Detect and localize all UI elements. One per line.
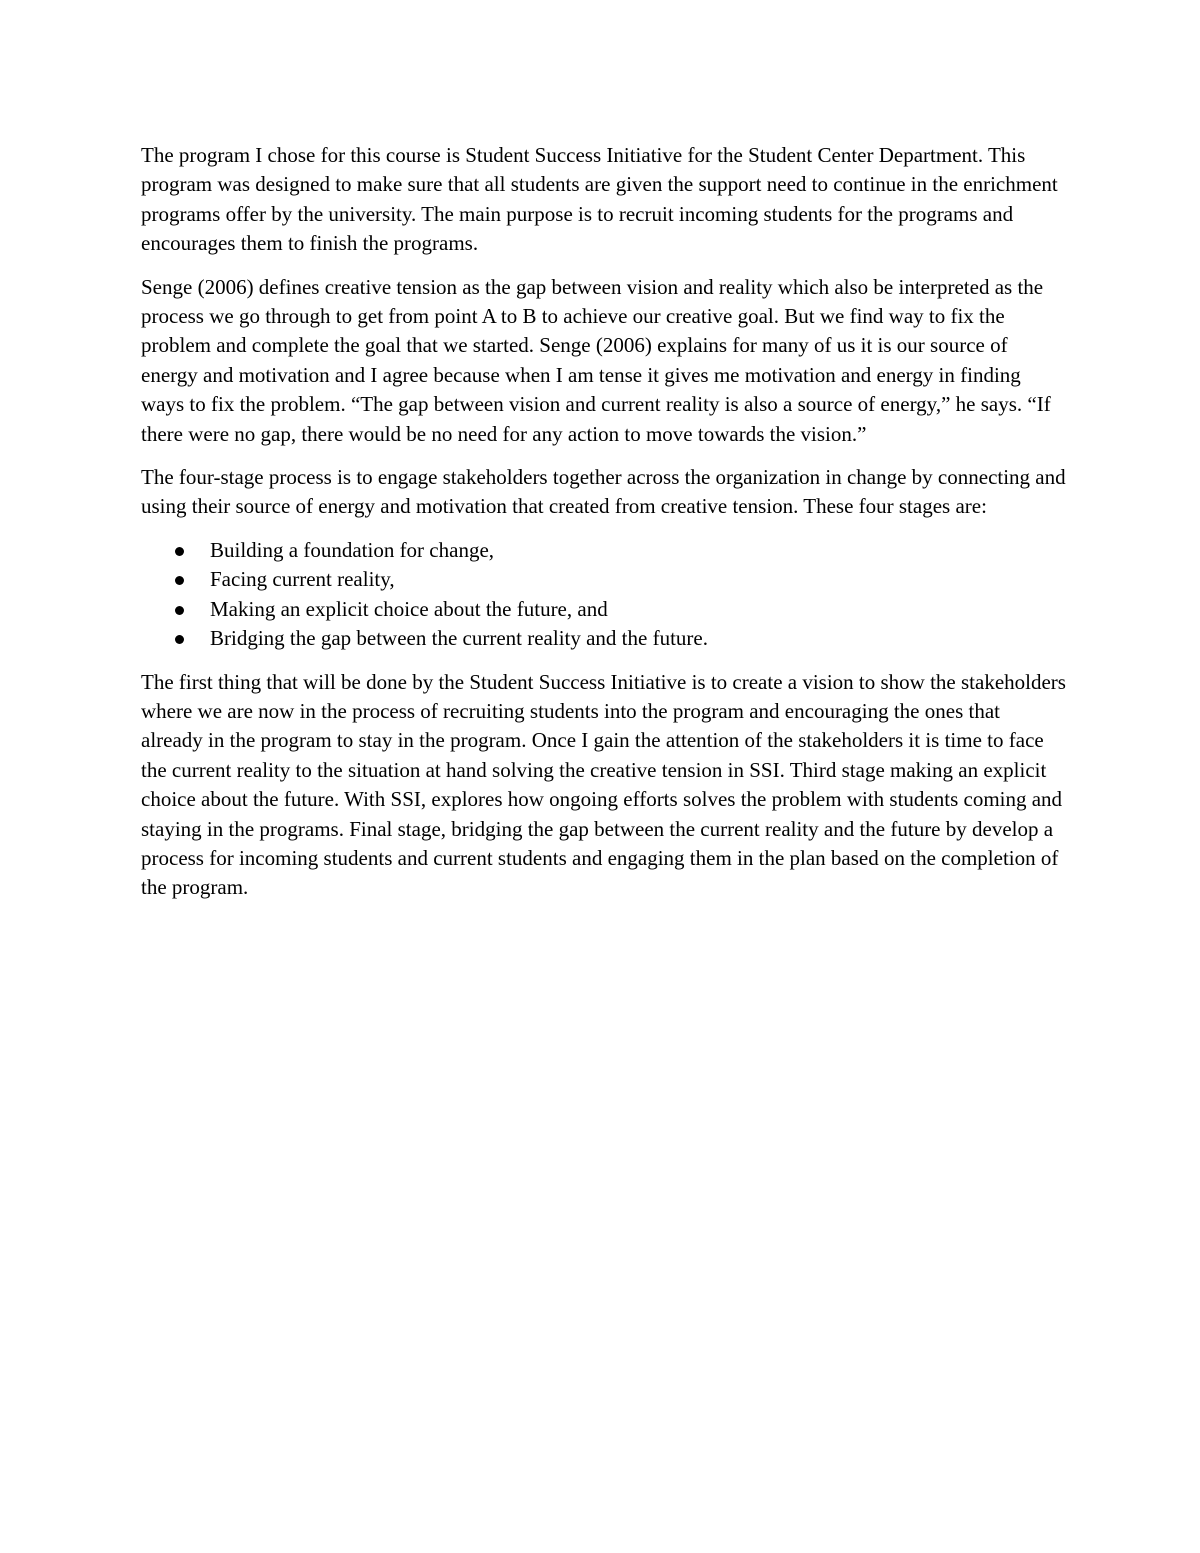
paragraph-implementation: The first thing that will be done by the Student Success Initiative is to create a vision to show the stakeholders where we are now in the process of recruiting students into the program and encouraging the ones that already in the program to stay in the program. Once I gain the attention of the stakeholders it is time to face the current reality to the situation at hand solving the creative tension in SSI. Third stage making an explicit choice about the future. With SSI, explores how ongoing efforts solves the problem with students coming and staying in the programs. Final stage, bridging the gap between the current reality and the future by develop a process for incoming students and current students and engaging them in the plan based on the completion of the program.	[141, 669, 1066, 900]
list-item	[141, 565, 1066, 594]
paragraph-four-stage-process: The four-stage process is to engage stakeholders together across the organization in change by connecting and using their source of energy and motivation that created from creative tension. These four stages are:	[141, 465, 1066, 519]
document-body	[141, 141, 1066, 917]
bullet-icon	[175, 547, 184, 556]
bullet-icon	[175, 576, 184, 585]
bullet-icon	[175, 606, 184, 615]
list-item-text: Bridging the gap between the current reality and the future.	[210, 626, 708, 651]
bullet-icon	[175, 635, 184, 644]
list-item	[141, 595, 1066, 624]
list-item	[141, 536, 1066, 565]
list-item-text: Building a foundation for change,	[210, 537, 495, 562]
list-item	[141, 624, 1066, 653]
list-item-text: Facing current reality,	[210, 567, 395, 592]
stages-bullet-list	[141, 536, 1066, 654]
paragraph-program-intro: The program I chose for this course is Student Success Initiative for the Student Center Department. This program was designed to make sure that all students are given the support need to continue in the enrichment programs offer by the university. The main purpose is to recruit incoming students for the programs and encourages them to finish the programs.	[141, 143, 1058, 256]
list-item-text: Making an explicit choice about the future, and	[210, 596, 608, 621]
paragraph-creative-tension: Senge (2006) defines creative tension as the gap between vision and reality which also be interpreted as the process we go through to get from point A to B to achieve our creative goal. But we find way to fix the problem and complete the goal that we started. Senge (2006) explains for many of us it is our source of energy and motivation and I agree because when I am tense it gives me motivation and energy in finding ways to fix the problem. “The gap between vision and current reality is also a source of energy,” he says. “If there were no gap, there would be no need for any action to move towards the vision.”	[141, 274, 1051, 446]
